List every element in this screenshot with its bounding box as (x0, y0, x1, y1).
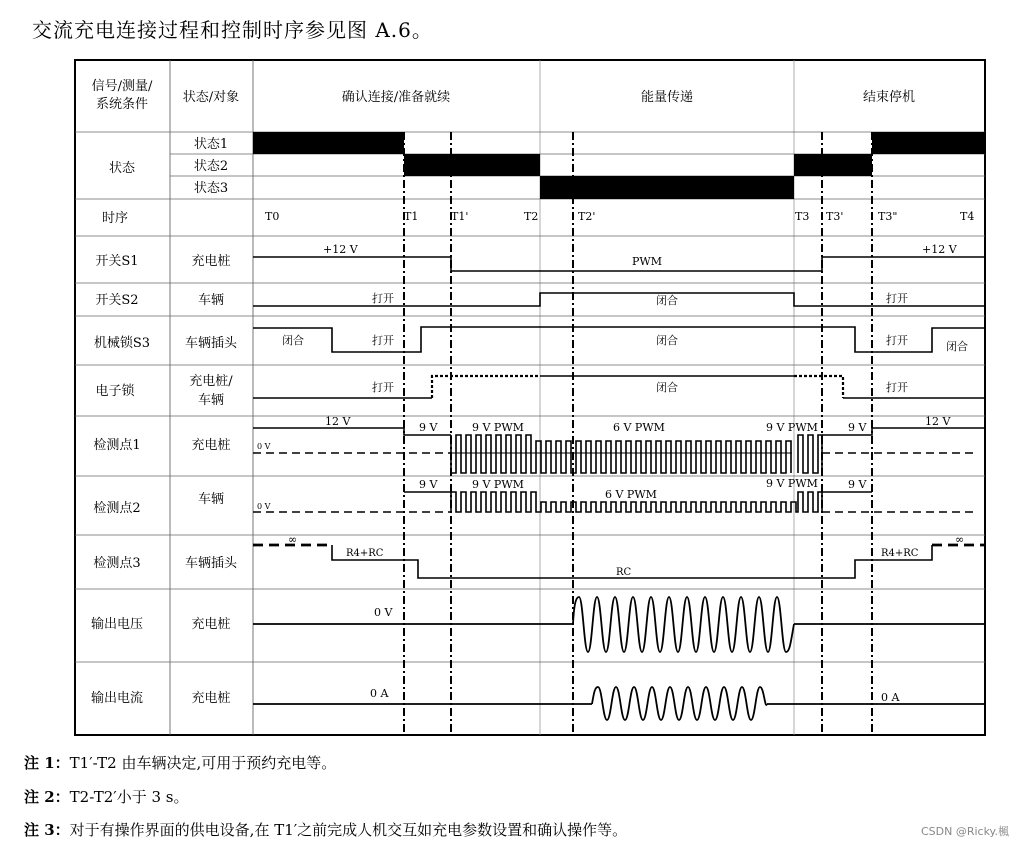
label-iout-0a-end: 0 A (881, 691, 900, 704)
note-2-text: T2-T2′小于 3 s。 (69, 788, 189, 806)
signal-cp1 (253, 428, 985, 473)
phase-energy-transfer: 能量传递 (640, 90, 694, 105)
time-t1: T1 (404, 210, 419, 223)
time-t3-double-prime: T3" (878, 210, 898, 223)
label-s1-pwm: PWM (632, 255, 662, 268)
note-3-text: 对于有操作界面的供电设备,在 T1′之前完成人机交互如充电参数设置和确认操作等。 (69, 821, 628, 839)
row-object-s2: 车辆 (197, 293, 225, 308)
watermark: CSDN @Ricky.楓 (920, 825, 1009, 838)
phase-shutdown: 结束停机 (862, 90, 916, 105)
note-2-label: 注 2： (24, 788, 70, 806)
label-cp1-6vpwm: 6 V PWM (613, 421, 665, 434)
signal-s3 (253, 327, 985, 352)
row-label-state: 状态 (108, 161, 136, 176)
label-cp2-6vpwm: 6 V PWM (605, 488, 657, 501)
label-elock-closed: 闭合 (656, 381, 678, 394)
signal-s1 (253, 257, 985, 271)
label-cp1-12v: 12 V (325, 415, 351, 428)
note-1 (24, 752, 336, 773)
row-label-timing: 时序 (101, 211, 129, 226)
row-label-cp2: 检测点2 (93, 501, 141, 516)
row-object-elock-line1: 充电桩/ (189, 374, 233, 389)
label-cp2-9vpwm: 9 V PWM (472, 478, 524, 491)
row-label-s3: 机械锁S3 (93, 336, 151, 351)
label-elock-open: 打开 (372, 381, 394, 394)
time-t3-prime: T3' (826, 210, 844, 223)
label-s3-open-end: 打开 (886, 334, 908, 347)
label-s1-high-end: +12 V (922, 243, 957, 256)
note-1-label: 注 1： (24, 754, 70, 772)
row-object-s1: 充电桩 (191, 254, 231, 269)
label-s2-closed: 闭合 (656, 294, 678, 307)
label-cp1-12v-end: 12 V (925, 415, 951, 428)
label-cp3-r4rc: R4+RC (346, 548, 384, 559)
signal-vout (253, 597, 985, 652)
row-label-cp1: 检测点1 (93, 438, 141, 453)
state-bars (253, 132, 985, 199)
row-label-s1: 开关S1 (95, 254, 139, 269)
header-signal-line2: 系统条件 (95, 97, 149, 112)
label-cp1-9v: 9 V (419, 421, 438, 434)
header-object: 状态/对象 (182, 90, 240, 105)
label-cp2-9v-end: 9 V (848, 478, 867, 491)
label-cp3-rc: RC (616, 567, 632, 578)
note-1-text: T1′-T2 由车辆决定,可用于预约充电等。 (69, 754, 337, 772)
row-label-s2: 开关S2 (95, 293, 139, 308)
row-object-cp2: 车辆 (197, 492, 225, 507)
row-label-iout: 输出电流 (90, 691, 144, 706)
row-label-vout: 输出电压 (90, 617, 144, 632)
label-cp1-9vpwm: 9 V PWM (472, 421, 524, 434)
label-vout-0v: 0 V (374, 606, 393, 619)
signal-iout (253, 687, 985, 720)
signal-s2 (253, 293, 985, 306)
label-s2-open-end: 打开 (886, 292, 908, 305)
time-t2: T2 (524, 210, 539, 223)
label-s3-closed: 闭合 (282, 334, 304, 347)
label-cp1-0v: 0 V (257, 442, 271, 451)
label-cp2-9v: 9 V (419, 478, 438, 491)
label-s1-high: +12 V (323, 243, 358, 256)
label-cp2-0v: 0 V (257, 502, 271, 511)
page-title: 交流充电连接过程和控制时序参见图 A.6。 (32, 18, 433, 42)
row-object-s3: 车辆插头 (184, 336, 238, 351)
row-object-elock-line2: 车辆 (197, 393, 225, 408)
time-t2-prime: T2' (578, 210, 596, 223)
phase-confirm-connection: 确认连接/准备就续 (341, 90, 451, 105)
row-object-state1: 状态1 (193, 137, 229, 152)
label-cp3-inf: ∞ (288, 533, 298, 546)
signal-elock (253, 376, 985, 398)
time-t4: T4 (960, 210, 975, 223)
time-t1-prime: T1' (451, 210, 469, 223)
row-object-iout: 充电桩 (191, 691, 231, 706)
note-2 (24, 786, 189, 807)
label-s3-closed-end: 闭合 (946, 340, 968, 353)
time-t0: T0 (265, 210, 280, 223)
label-elock-open-end: 打开 (886, 381, 908, 394)
label-cp1-9vpwm-end: 9 V PWM (766, 421, 818, 434)
note-3-label: 注 3： (24, 821, 70, 839)
row-object-vout: 充电桩 (191, 617, 231, 632)
note-3 (24, 819, 627, 840)
row-label-elock: 电子锁 (95, 384, 135, 399)
header-signal-line1: 信号/测量/ (91, 79, 153, 94)
label-cp2-9vpwm-end: 9 V PWM (766, 477, 818, 490)
label-cp3-r4rc-end: R4+RC (881, 548, 919, 559)
row-object-state2: 状态2 (193, 159, 229, 174)
label-cp1-9v-end: 9 V (848, 421, 867, 434)
label-s3-open: 打开 (372, 334, 394, 347)
label-s2-open: 打开 (372, 292, 394, 305)
time-t3: T3 (795, 210, 810, 223)
row-object-state3: 状态3 (193, 181, 229, 196)
label-s3-closed-mid: 闭合 (656, 334, 678, 347)
row-label-cp3: 检测点3 (93, 556, 141, 571)
label-iout-0a: 0 A (370, 687, 389, 700)
label-cp3-inf-end: ∞ (955, 533, 965, 546)
row-object-cp1: 充电桩 (191, 438, 231, 453)
row-object-cp3: 车辆插头 (184, 556, 238, 571)
